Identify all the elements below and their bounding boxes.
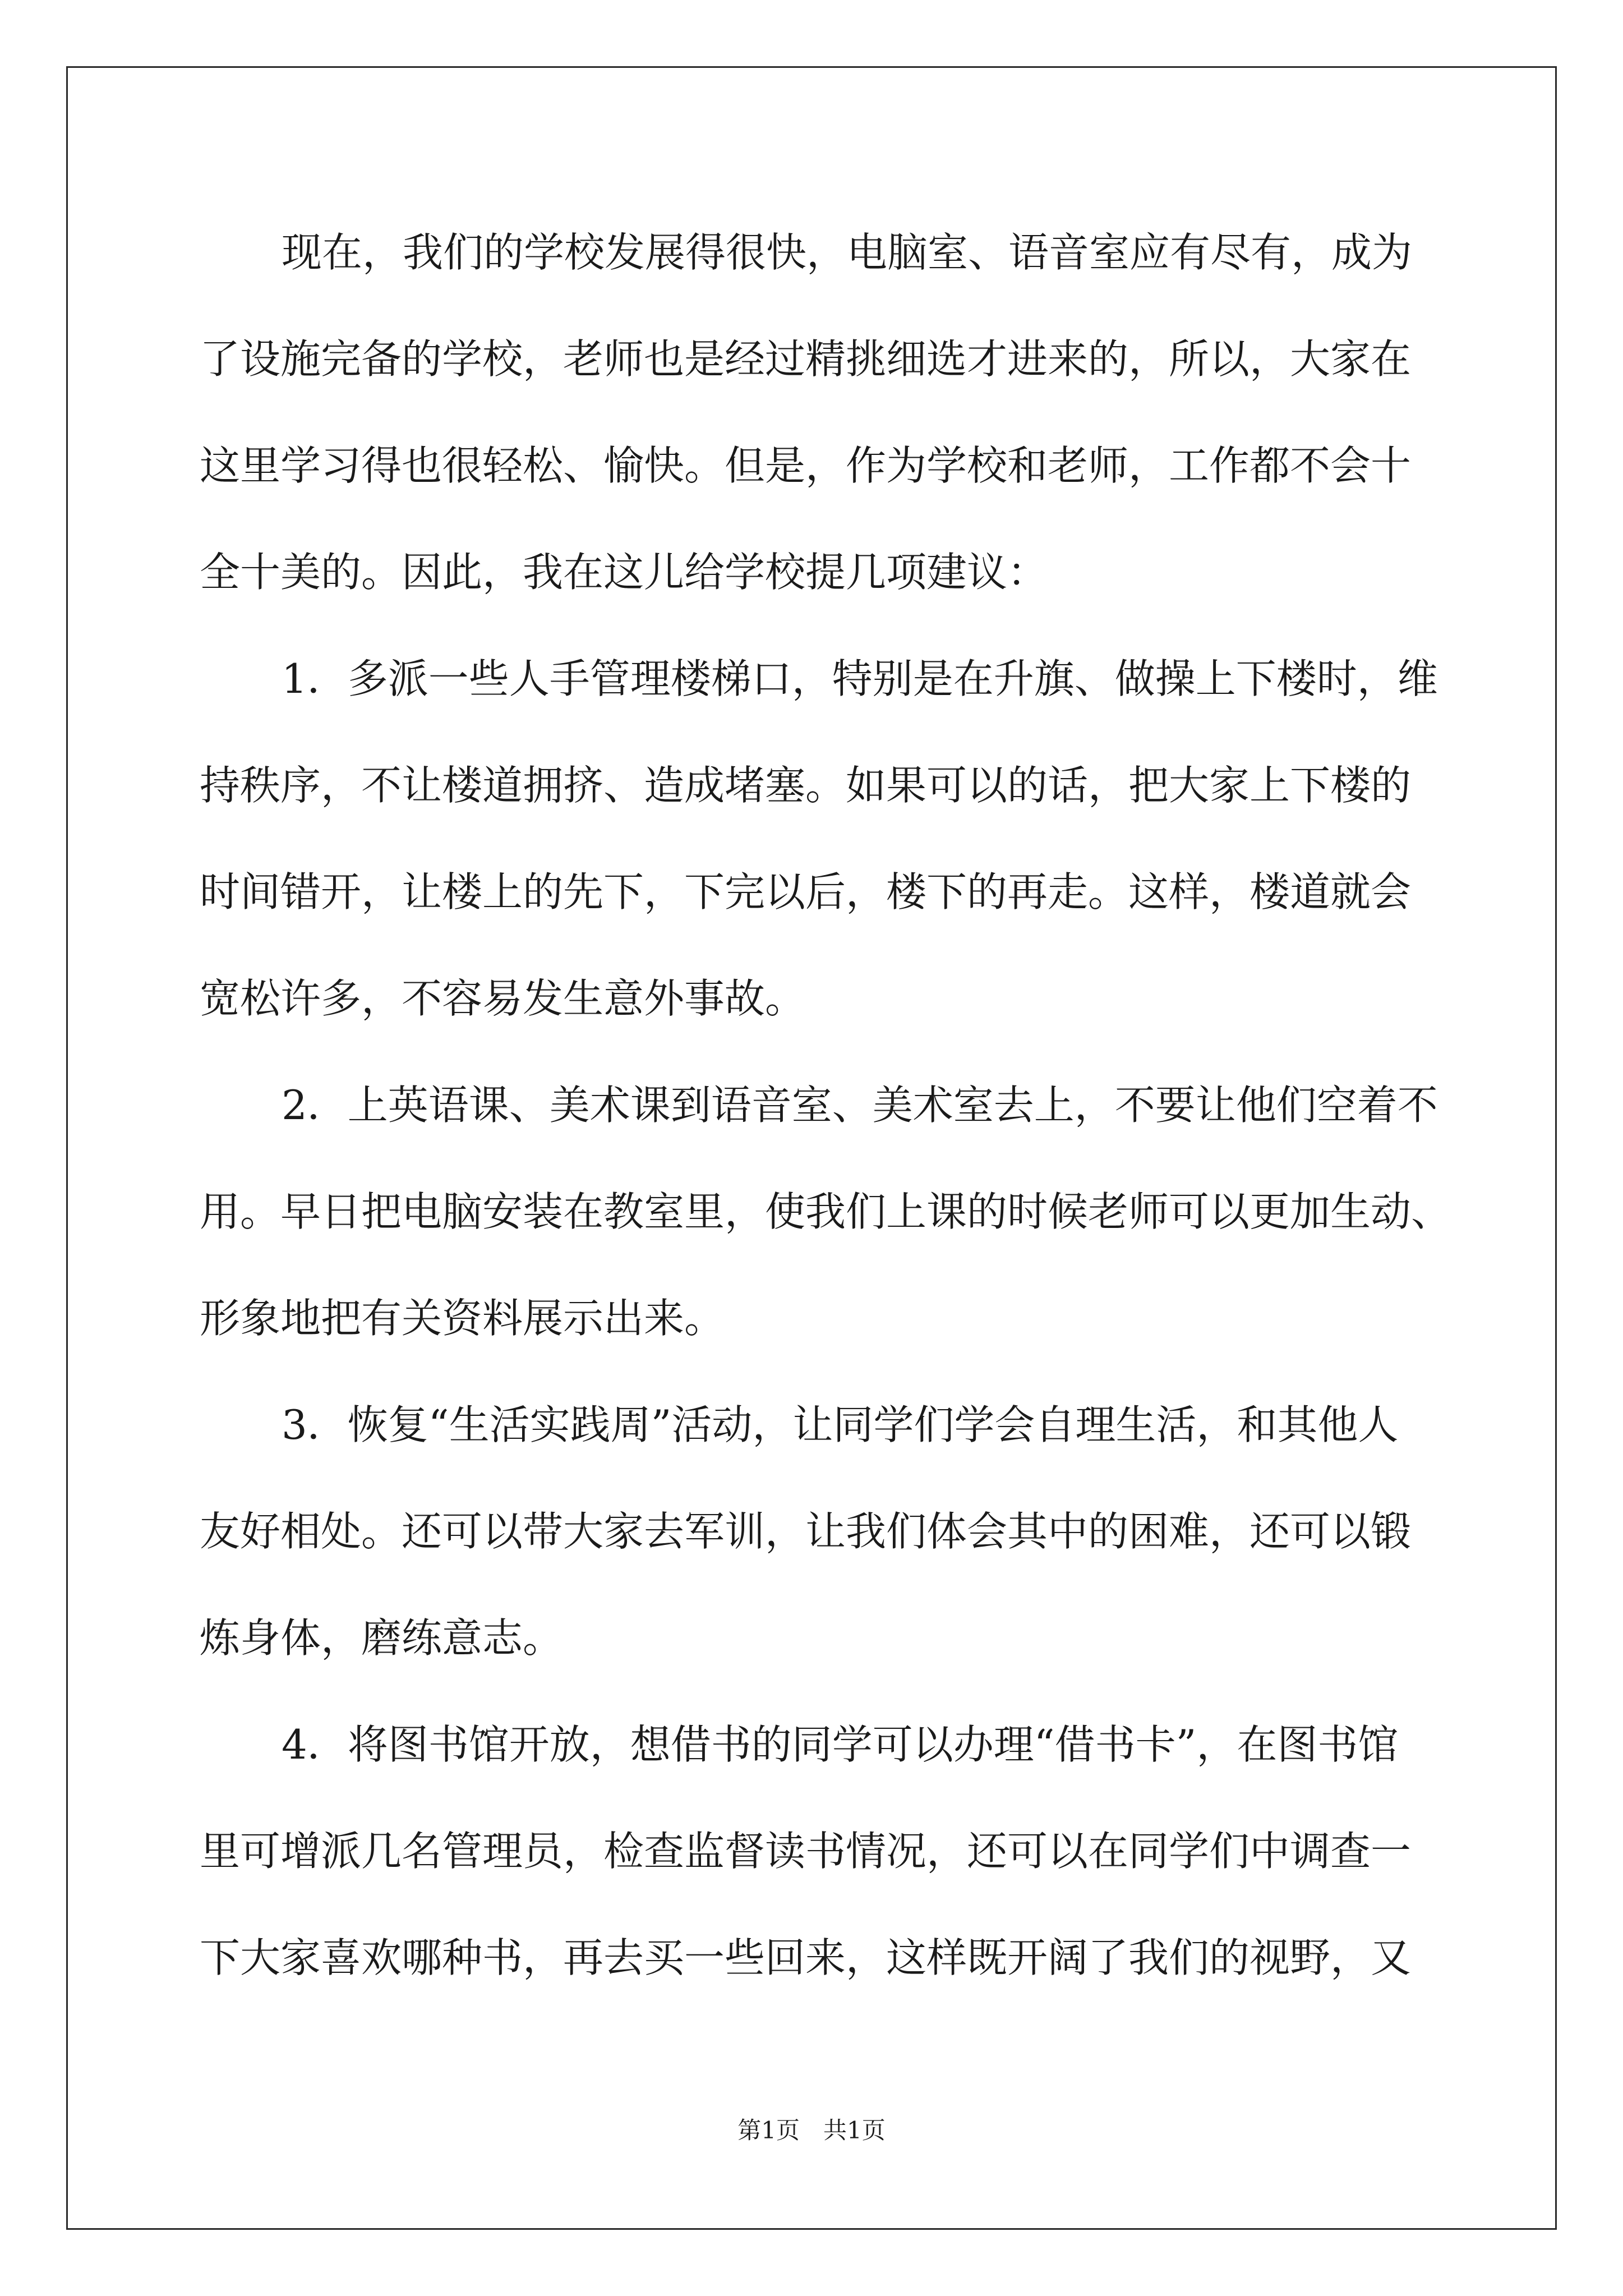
paragraph-1-line-1: 现在，我们的学校发展得很快，电脑室、语音室应有尽有，成为 xyxy=(282,229,1413,276)
paragraph-1-line-2: 了设施完备的学校，老师也是经过精挑细选才进来的，所以，大家在 xyxy=(200,335,1412,383)
document-body xyxy=(200,222,1452,2033)
suggestion-1-line-3: 时间错开，让楼上的先下，下完以后，楼下的再走。这样，楼道就会 xyxy=(200,868,1412,915)
suggestion-4-line-2: 里可增派几名管理员，检查监督读书情况，还可以在同学们中调查一 xyxy=(200,1828,1412,1875)
suggestion-3-line-2: 友好相处。还可以带大家去军训，让我们体会其中的困难，还可以锻 xyxy=(200,1508,1412,1555)
suggestion-3-line-3: 炼身体，磨练意志。 xyxy=(200,1614,564,1662)
suggestion-1-line-4: 宽松许多，不容易发生意外事故。 xyxy=(200,975,806,1022)
paragraph-1-line-3: 这里学习得也很轻松、愉快。但是，作为学校和老师，工作都不会十 xyxy=(200,442,1412,489)
suggestion-1-line-1: 1．多派一些人手管理楼梯口，特别是在升旗、做操上下楼时，维 xyxy=(282,655,1438,702)
suggestion-2-line-2: 用。早日把电脑安装在教室里，使我们上课的时候老师可以更加生动、 xyxy=(200,1188,1452,1235)
page-number-footer: 第1页 共1页 xyxy=(737,2116,886,2144)
suggestion-1-line-2: 持秩序，不让楼道拥挤、造成堵塞。如果可以的话，把大家上下楼的 xyxy=(200,762,1412,809)
suggestion-2-line-1: 2．上英语课、美术课到语音室、美术室去上，不要让他们空着不 xyxy=(282,1082,1438,1129)
suggestion-4-line-1: 4．将图书馆开放，想借书的同学可以办理“借书卡”，在图书馆 xyxy=(282,1721,1399,1768)
suggestion-3-line-1: 3．恢复“生活实践周”活动，让同学们学会自理生活，和其他人 xyxy=(282,1401,1399,1448)
suggestion-4-line-3: 下大家喜欢哪种书，再去买一些回来，这样既开阔了我们的视野，又 xyxy=(200,1934,1412,1981)
suggestion-2-line-3: 形象地把有关资料展示出来。 xyxy=(200,1295,725,1342)
paragraph-1-line-4: 全十美的。因此，我在这儿给学校提几项建议： xyxy=(200,549,1048,596)
